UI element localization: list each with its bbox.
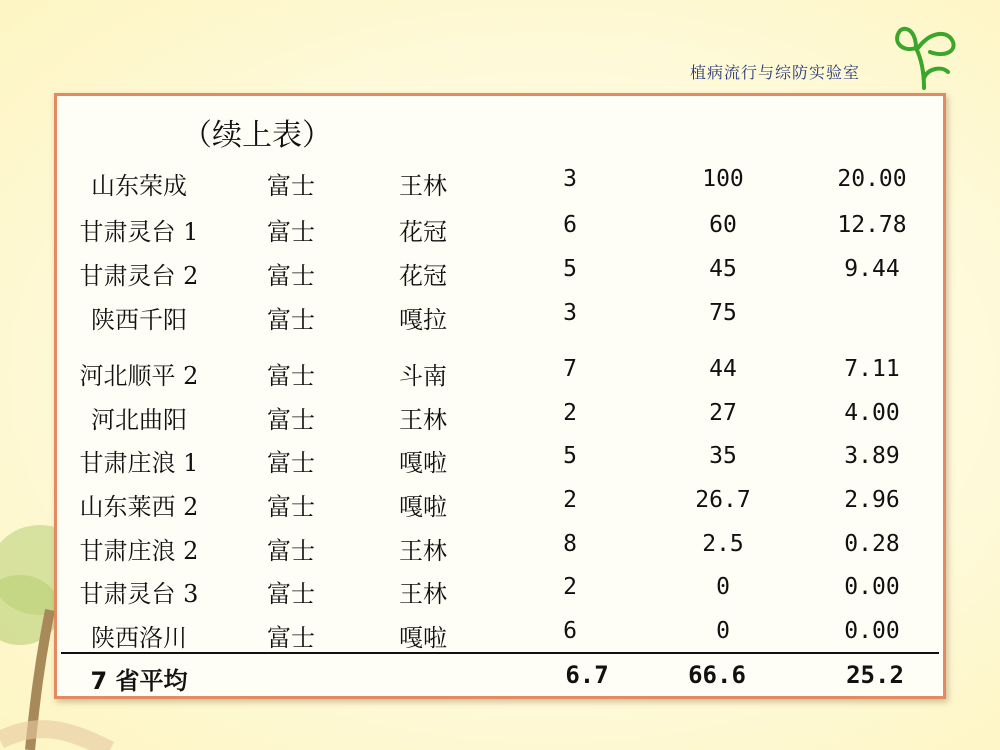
table-cell: 王林 bbox=[399, 406, 447, 434]
table-cell: 富士 bbox=[267, 493, 315, 521]
table-cell: 富士 bbox=[267, 624, 315, 652]
table-cell: 花冠 bbox=[399, 218, 447, 246]
table-cell: 富士 bbox=[267, 218, 315, 246]
table-cell: 富士 bbox=[267, 262, 315, 290]
table-cell: 甘肃灵台 1 bbox=[79, 218, 199, 246]
table-cell: 富士 bbox=[267, 172, 315, 200]
table-cell: 7.11 bbox=[844, 356, 900, 382]
table-cell: 44 bbox=[709, 356, 737, 382]
table-cell: 0 bbox=[716, 618, 730, 644]
table-cell: 甘肃灵台 2 bbox=[79, 262, 199, 290]
table-cell: 富士 bbox=[267, 406, 315, 434]
table-cell: 甘肃庄浪 1 bbox=[79, 449, 199, 477]
table-cell: 王林 bbox=[399, 172, 447, 200]
summary-value: 25.2 bbox=[846, 661, 904, 689]
summary-label: 7 省平均 bbox=[90, 667, 188, 695]
table-cell: 嘎啦 bbox=[399, 493, 447, 521]
table-cell: 0.28 bbox=[844, 531, 900, 557]
table-cell: 0.00 bbox=[844, 574, 900, 600]
table-cell: 60 bbox=[709, 212, 737, 238]
table-cell: 王林 bbox=[399, 537, 447, 565]
table-cell: 0 bbox=[716, 574, 730, 600]
summary-value: 66.6 bbox=[688, 661, 746, 689]
table-cell: 20.00 bbox=[837, 166, 907, 192]
table-cell: 山东莱西 2 bbox=[79, 493, 199, 521]
table-cell: 富士 bbox=[267, 449, 315, 477]
table-cell: 26.7 bbox=[695, 487, 751, 513]
table-cell: 花冠 bbox=[399, 262, 447, 290]
table-cell: 2 bbox=[563, 574, 577, 600]
table-cell: 嘎拉 bbox=[399, 306, 447, 334]
table-cell: 0.00 bbox=[844, 618, 900, 644]
table-cell: 富士 bbox=[267, 580, 315, 608]
table-cell: 河北曲阳 bbox=[91, 406, 187, 434]
table-cell: 5 bbox=[563, 443, 577, 469]
table-cell: 2.5 bbox=[702, 531, 744, 557]
table-cell: 王林 bbox=[399, 580, 447, 608]
table-cell: 富士 bbox=[267, 362, 315, 390]
table-cell: 2 bbox=[563, 400, 577, 426]
table-cell: 嘎啦 bbox=[399, 449, 447, 477]
table-cell: 山东荣成 bbox=[91, 172, 187, 200]
table-cell: 2.96 bbox=[844, 487, 900, 513]
sprout-logo-icon bbox=[890, 18, 970, 93]
table-cell: 2 bbox=[563, 487, 577, 513]
table-cell: 甘肃庄浪 2 bbox=[79, 537, 199, 565]
table-cell: 富士 bbox=[267, 306, 315, 334]
table-cell: 3.89 bbox=[844, 443, 900, 469]
table-cell: 陕西洛川 bbox=[91, 624, 187, 652]
table-frame bbox=[54, 93, 946, 699]
lab-name: 植病流行与综防实验室 bbox=[690, 63, 861, 82]
table-cell: 12.78 bbox=[837, 212, 907, 238]
summary-value: 6.7 bbox=[565, 661, 609, 689]
table-cell: 75 bbox=[709, 300, 737, 326]
summary-divider bbox=[61, 652, 939, 654]
table-cell: 27 bbox=[709, 400, 737, 426]
table-cell: 3 bbox=[563, 300, 577, 326]
table-cell: 富士 bbox=[267, 537, 315, 565]
table-cell: 9.44 bbox=[844, 256, 900, 282]
table-cell: 7 bbox=[563, 356, 577, 382]
table-title: （续上表） bbox=[182, 118, 332, 153]
table-cell: 6 bbox=[563, 618, 577, 644]
table-cell: 5 bbox=[563, 256, 577, 282]
table-cell: 100 bbox=[702, 166, 744, 192]
table-cell: 3 bbox=[563, 166, 577, 192]
table-cell: 8 bbox=[563, 531, 577, 557]
table-cell: 45 bbox=[709, 256, 737, 282]
table-cell: 4.00 bbox=[844, 400, 900, 426]
table-cell: 6 bbox=[563, 212, 577, 238]
table-cell: 甘肃灵台 3 bbox=[79, 580, 199, 608]
table-cell: 斗南 bbox=[399, 362, 447, 390]
table-cell: 陕西千阳 bbox=[91, 306, 187, 334]
table-cell: 35 bbox=[709, 443, 737, 469]
table-cell: 河北顺平 2 bbox=[79, 362, 199, 390]
table-cell: 嘎啦 bbox=[399, 624, 447, 652]
